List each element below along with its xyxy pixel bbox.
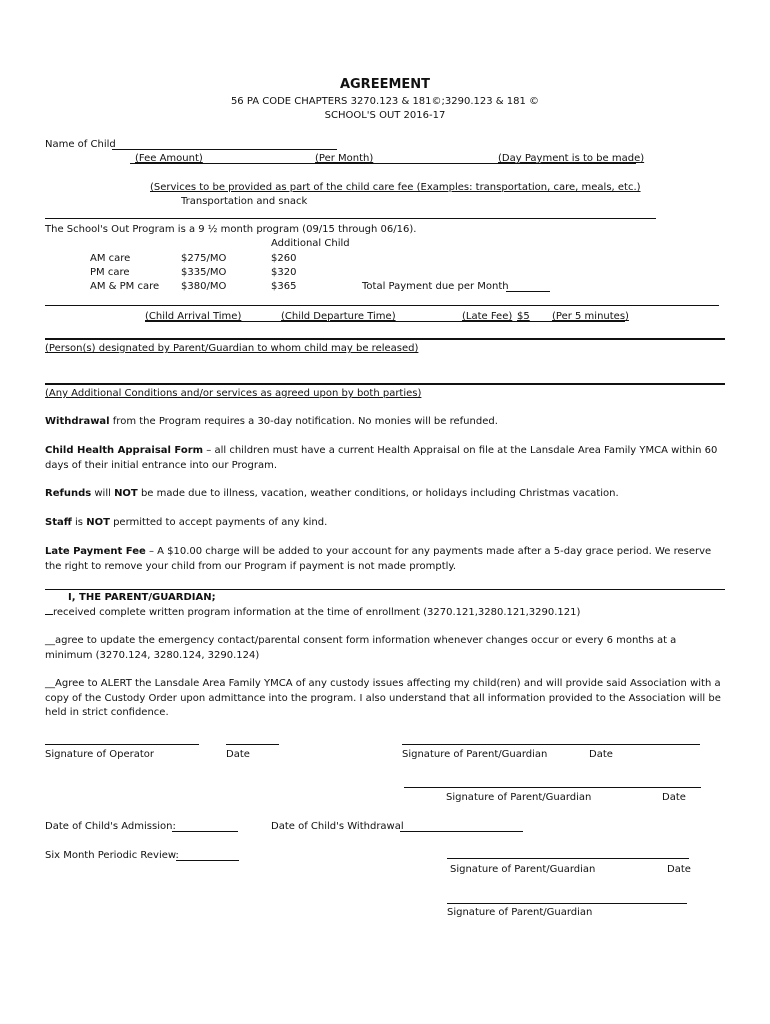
parent-signature-line-4[interactable] [447, 903, 687, 904]
conditions-field[interactable] [45, 383, 725, 385]
divider [45, 305, 719, 306]
admission-date-label: Date of Child's Admission: [45, 821, 176, 832]
parent-signature-label: Signature of Parent/Guardian [402, 749, 548, 760]
total-payment-label: Total Payment due per Month [362, 281, 509, 292]
rate-name: PM care [90, 267, 130, 278]
rate-additional: $260 [271, 253, 297, 264]
late-text: – A $10.00 charge will be added to your account for any payments made after a 5-day grace period. We reserve the right to remove your child from our Program if payment is not made promptly. [45, 546, 712, 572]
staff-not: NOT [86, 517, 110, 528]
withdrawal-date-field[interactable] [400, 831, 523, 832]
health-policy [45, 444, 725, 473]
operator-date-label: Date [226, 749, 250, 760]
child-name-label: Name of Child [45, 139, 116, 150]
per-month-label: (Per Month) [315, 153, 374, 164]
late-payment-policy [45, 545, 725, 574]
departure-time-label: (Child Departure Time) [281, 311, 396, 322]
parent-date-label-3: Date [667, 864, 691, 875]
day-payment-label: (Day Payment is to be made) [498, 153, 645, 164]
refunds-not: NOT [114, 488, 138, 499]
withdrawal-policy [45, 415, 725, 430]
parent-date-label: Date [589, 749, 613, 760]
acknowledgement-3: __Agree to ALERT the Lansdale Area Family YMCA of any custody issues affecting my child(ren) and will provide said Association with a copy of the Custody Order upon admittance into the program. I also understand that all information provided to the Association will be held in strict confidence. [45, 678, 721, 718]
withdrawal-text: from the Program requires a 30-day notification. No monies will be refunded. [109, 416, 498, 427]
program-description: The School's Out Program is a 9 ½ month program (09/15 through 06/16). [45, 224, 417, 235]
admission-date-field[interactable] [172, 831, 238, 832]
staff-mid: is [71, 517, 87, 528]
fee-amount-label: (Fee Amount) [135, 153, 203, 164]
refunds-mid: will [91, 488, 115, 499]
parent-date-label-2: Date [662, 792, 686, 803]
child-name-field[interactable] [112, 149, 337, 150]
refunds-bold: Refunds [45, 488, 92, 499]
health-text: – all children must have a current Health Appraisal on file at the Lansdale Area Family YMCA within 60 days of their initial entrance into our Program. [45, 445, 718, 471]
refunds-text: be made due to illness, vacation, weather conditions, or holidays including Christmas vacation. [137, 488, 619, 499]
code-chapters: 56 PA CODE CHAPTERS 3270.123 & 181©;3290.123 & 181 © [230, 96, 540, 107]
operator-date-line[interactable] [226, 744, 279, 745]
acknowledgement-2: __agree to update the emergency contact/parental consent form information whenever changes occur or every 6 months at a minimum (3270.124, 3280.124, 3290.124) [45, 635, 677, 661]
rate-price: $275/MO [181, 253, 227, 264]
rate-additional: $320 [271, 267, 297, 278]
parent-signature-line-3[interactable] [447, 858, 689, 859]
withdrawal-bold: Withdrawal [45, 416, 110, 427]
rate-name: AM care [90, 253, 131, 264]
acknowledgement-1-text: received complete written program information at the time of enrollment (3270.121,3280.121,3290.121) [53, 607, 581, 618]
refunds-policy [45, 487, 725, 502]
per-minutes-label: (Per 5 minutes) [552, 311, 629, 322]
arrival-time-label: (Child Arrival Time) [145, 311, 242, 322]
operator-signature-label: Signature of Operator [45, 749, 154, 760]
acknowledgement-1 [45, 604, 580, 619]
parent-signature-line[interactable] [402, 744, 700, 745]
persons-field[interactable] [45, 338, 725, 340]
periodic-review-field[interactable] [176, 860, 239, 861]
program-year: SCHOOL'S OUT 2016-17 [324, 110, 446, 121]
staff-bold: Staff [45, 517, 72, 528]
parent-signature-label-2: Signature of Parent/Guardian [446, 792, 592, 803]
parent-signature-label-3: Signature of Parent/Guardian [450, 864, 596, 875]
divider [45, 589, 725, 590]
late-fee-amount: $5 [517, 311, 530, 322]
health-bold: Child Health Appraisal Form [45, 445, 204, 456]
withdrawal-date-label: Date of Child's Withdrawal [271, 821, 404, 832]
total-payment-field[interactable] [506, 291, 550, 292]
staff-text: permitted to accept payments of any kind. [109, 517, 328, 528]
services-label: (Services to be provided as part of the child care fee (Examples: transportation, care, meals, etc.) [150, 182, 641, 193]
rate-price: $380/MO [181, 281, 227, 292]
checkbox-blank[interactable] [45, 604, 53, 615]
periodic-review-label: Six Month Periodic Review: [45, 850, 179, 861]
rate-price: $335/MO [181, 267, 227, 278]
rate-name: AM & PM care [90, 281, 160, 292]
rate-additional: $365 [271, 281, 297, 292]
late-bold: Late Payment Fee [45, 546, 146, 557]
operator-signature-line[interactable] [45, 744, 199, 745]
additional-child-label: Additional Child [271, 238, 350, 249]
parent-signature-line-2[interactable] [404, 787, 701, 788]
parent-signature-label-4: Signature of Parent/Guardian [447, 907, 593, 918]
parent-heading: I, THE PARENT/GUARDIAN; [68, 592, 216, 603]
divider [45, 218, 656, 219]
persons-label: (Person(s) designated by Parent/Guardian to whom child may be released) [45, 343, 419, 354]
page-title: AGREEMENT [339, 77, 431, 92]
conditions-label: (Any Additional Conditions and/or services as agreed upon by both parties) [45, 388, 422, 399]
services-value: Transportation and snack [181, 196, 308, 207]
staff-policy [45, 516, 725, 531]
late-fee-label: (Late Fee) [462, 311, 513, 322]
